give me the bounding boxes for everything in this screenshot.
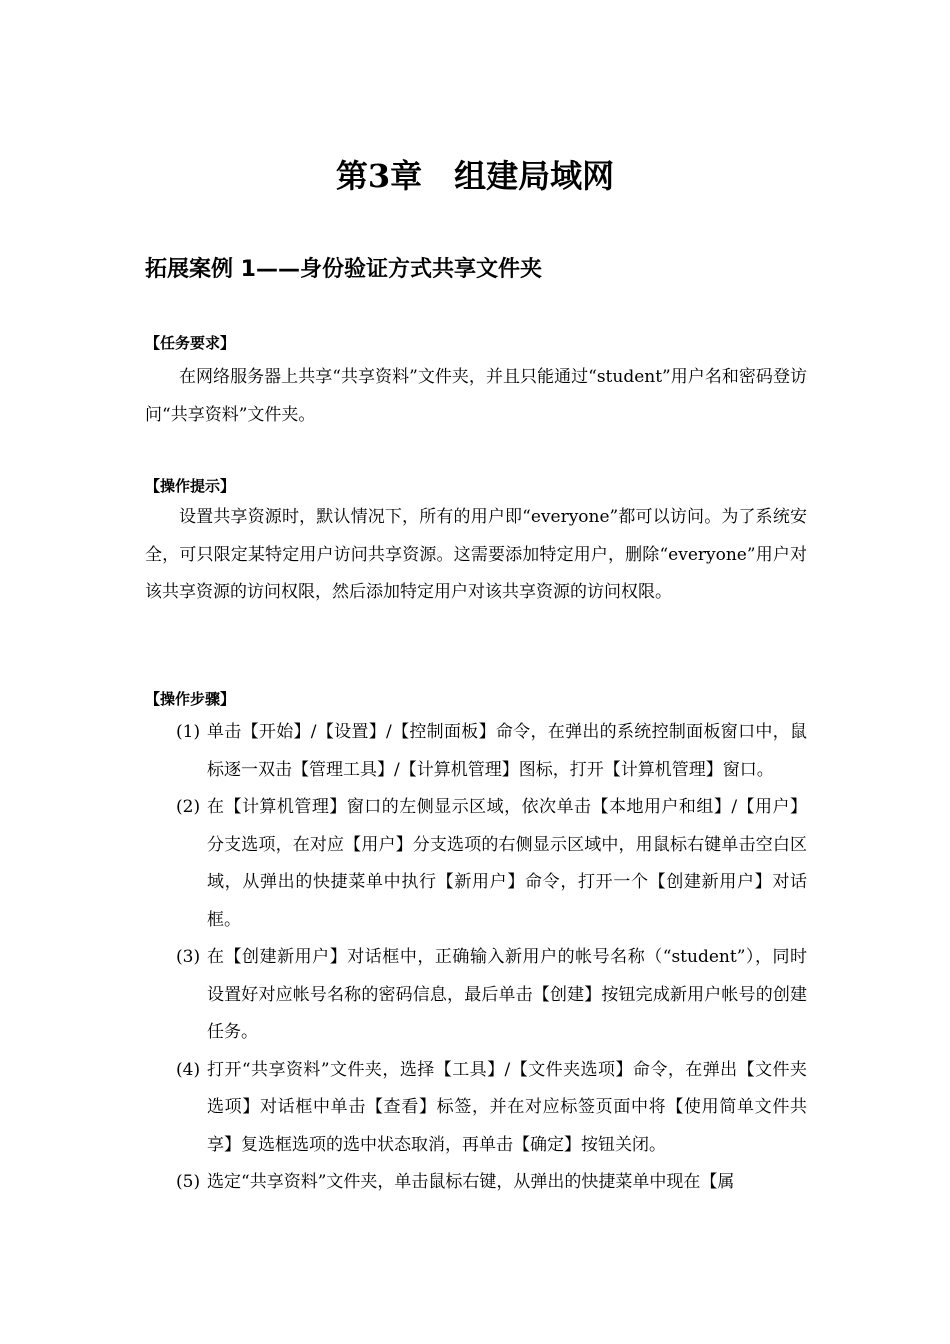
step-text: 在【创建新用户】对话框中，正确输入新用户的帐号名称（“student”），同时设置好对应帐号名称的密码信息，最后单击【创建】按钮完成新用户帐号的创建任务。 [207,947,807,1042]
step-item [145,939,807,1052]
hint-paragraph: 设置共享资源时，默认情况下，所有的用户即“everyone”都可以访问。为了系统安全，可只限定某特定用户访问共享资源。这需要添加特定用户，删除“everyone”用户对该共享资源的访问权限，然后添加特定用户对该共享资源的访问权限。 [145,507,807,602]
step-number: (2) [176,797,201,817]
step-number: (5) [176,1172,201,1192]
step-text: 打开“共享资料”文件夹，选择【工具】/【文件夹选项】命令，在弹出【文件夹选项】对话框中单击【查看】标签，并在对应标签页面中将【使用简单文件共享】复选框选项的选中状态取消，再单击【确定】按钮关闭。 [207,1059,807,1155]
step-text: 在【计算机管理】窗口的左侧显示区域，依次单击【本地用户和组】/【用户】分支选项，在对应【用户】分支选项的右侧显示区域中，用鼠标右键单击空白区域，从弹出的快捷菜单中执行【新用户】命令，打开一个【创建新用户】对话框。 [207,797,807,930]
section-title: 拓展案例 1——身份验证方式共享文件夹 [145,257,542,282]
step-text: 选定“共享资料”文件夹，单击鼠标右键，从弹出的快捷菜单中现在【属 [207,1172,735,1192]
steps-label: 【操作步骤】 [145,690,236,708]
step-item [145,1052,807,1165]
step-item [145,1164,807,1202]
hint-label: 【操作提示】 [145,477,236,495]
task-label: 【任务要求】 [145,334,236,352]
step-number: (1) [176,722,201,742]
task-paragraph: 在网络服务器上共享“共享资料”文件夹，并且只能通过“student”用户名和密码登访问“共享资料”文件夹。 [145,367,807,425]
step-item [145,714,807,789]
steps-list [145,714,807,1202]
chapter-title: 第3章 组建局域网 [335,157,615,195]
step-number: (4) [176,1059,201,1080]
step-text: 单击【开始】/【设置】/【控制面板】命令，在弹出的系统控制面板窗口中，鼠标逐一双击【管理工具】/【计算机管理】图标，打开【计算机管理】窗口。 [207,722,807,780]
step-number: (3) [176,947,201,967]
step-item [145,789,807,939]
